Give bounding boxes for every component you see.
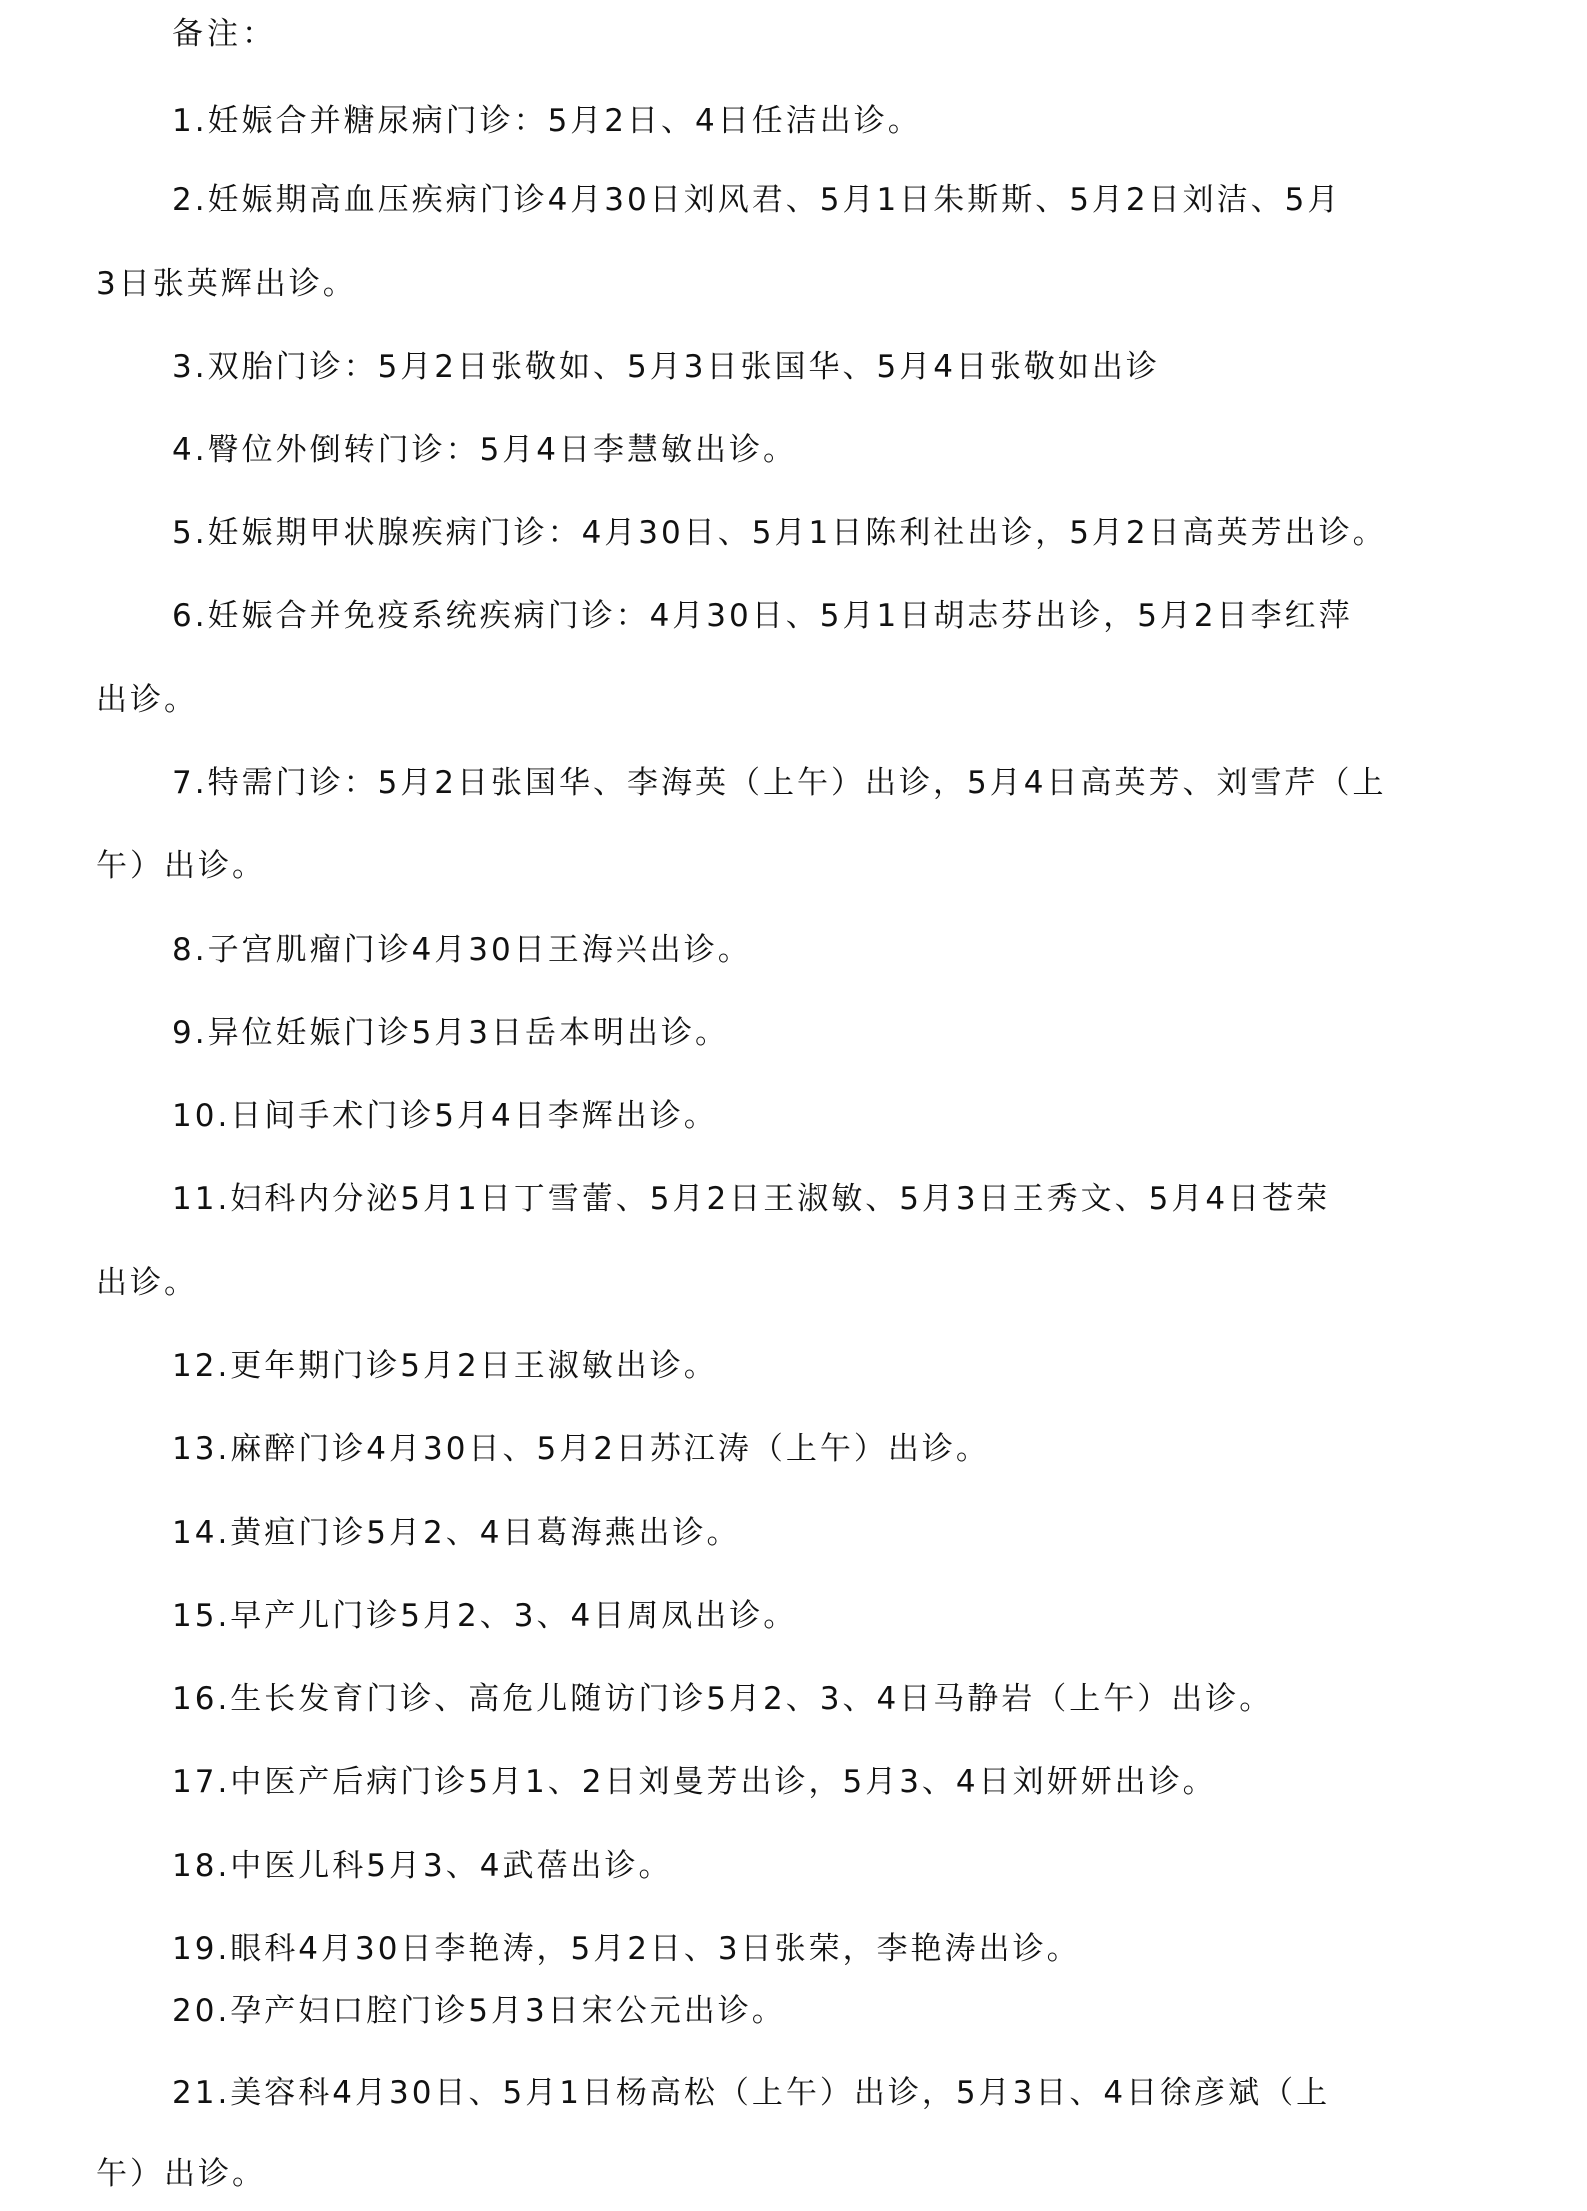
note-11-cont: 出诊。 — [96, 1265, 198, 1301]
note-1: 1.妊娠合并糖尿病门诊：5月2日、4日任洁出诊。 — [172, 103, 922, 139]
note-6-cont: 出诊。 — [96, 682, 198, 718]
note-2: 2.妊娠期高血压疾病门诊4月30日刘风君、5月1日朱斯斯、5月2日刘洁、5月 — [172, 182, 1342, 218]
note-5: 5.妊娠期甲状腺疾病门诊：4月30日、5月1日陈利社出诊，5月2日高英芳出诊。 — [172, 515, 1387, 551]
note-14: 14.黄疸门诊5月2、4日葛海燕出诊。 — [172, 1515, 741, 1551]
note-21: 21.美容科4月30日、5月1日杨高松（上午）出诊，5月3日、4日徐彦斌（上 — [172, 2075, 1331, 2111]
note-7-cont: 午）出诊。 — [96, 848, 266, 884]
note-7: 7.特需门诊：5月2日张国华、李海英（上午）出诊，5月4日高英芳、刘雪芹（上 — [172, 765, 1387, 801]
note-4: 4.臀位外倒转门诊：5月4日李慧敏出诊。 — [172, 432, 798, 468]
note-12: 12.更年期门诊5月2日王淑敏出诊。 — [172, 1348, 718, 1384]
note-9: 9.异位妊娠门诊5月3日岳本明出诊。 — [172, 1015, 730, 1051]
note-21-cont: 午）出诊。 — [96, 2156, 266, 2192]
note-16: 16.生长发育门诊、高危儿随访门诊5月2、3、4日马静岩（上午）出诊。 — [172, 1681, 1274, 1717]
note-6: 6.妊娠合并免疫系统疾病门诊：4月30日、5月1日胡志芬出诊，5月2日李红萍 — [172, 598, 1353, 634]
note-8: 8.子宫肌瘤门诊4月30日王海兴出诊。 — [172, 932, 752, 968]
note-2-cont: 3日张英辉出诊。 — [96, 266, 357, 302]
notes-heading: 备注： — [172, 16, 277, 52]
note-11: 11.妇科内分泌5月1日丁雪蕾、5月2日王淑敏、5月3日王秀文、5月4日苍荣 — [172, 1181, 1331, 1217]
note-13: 13.麻醉门诊4月30日、5月2日苏江涛（上午）出诊。 — [172, 1431, 990, 1467]
note-10: 10.日间手术门诊5月4日李辉出诊。 — [172, 1098, 718, 1134]
note-20: 20.孕产妇口腔门诊5月3日宋公元出诊。 — [172, 1993, 786, 2029]
note-15: 15.早产儿门诊5月2、3、4日周凤出诊。 — [172, 1598, 798, 1634]
note-19: 19.眼科4月30日李艳涛，5月2日、3日张荣，李艳涛出诊。 — [172, 1931, 1081, 1967]
note-3: 3.双胎门诊：5月2日张敬如、5月3日张国华、5月4日张敬如出诊 — [172, 349, 1160, 385]
note-17: 17.中医产后病门诊5月1、2日刘曼芳出诊，5月3、4日刘妍妍出诊。 — [172, 1764, 1217, 1800]
note-18: 18.中医儿科5月3、4武蓓出诊。 — [172, 1848, 673, 1884]
